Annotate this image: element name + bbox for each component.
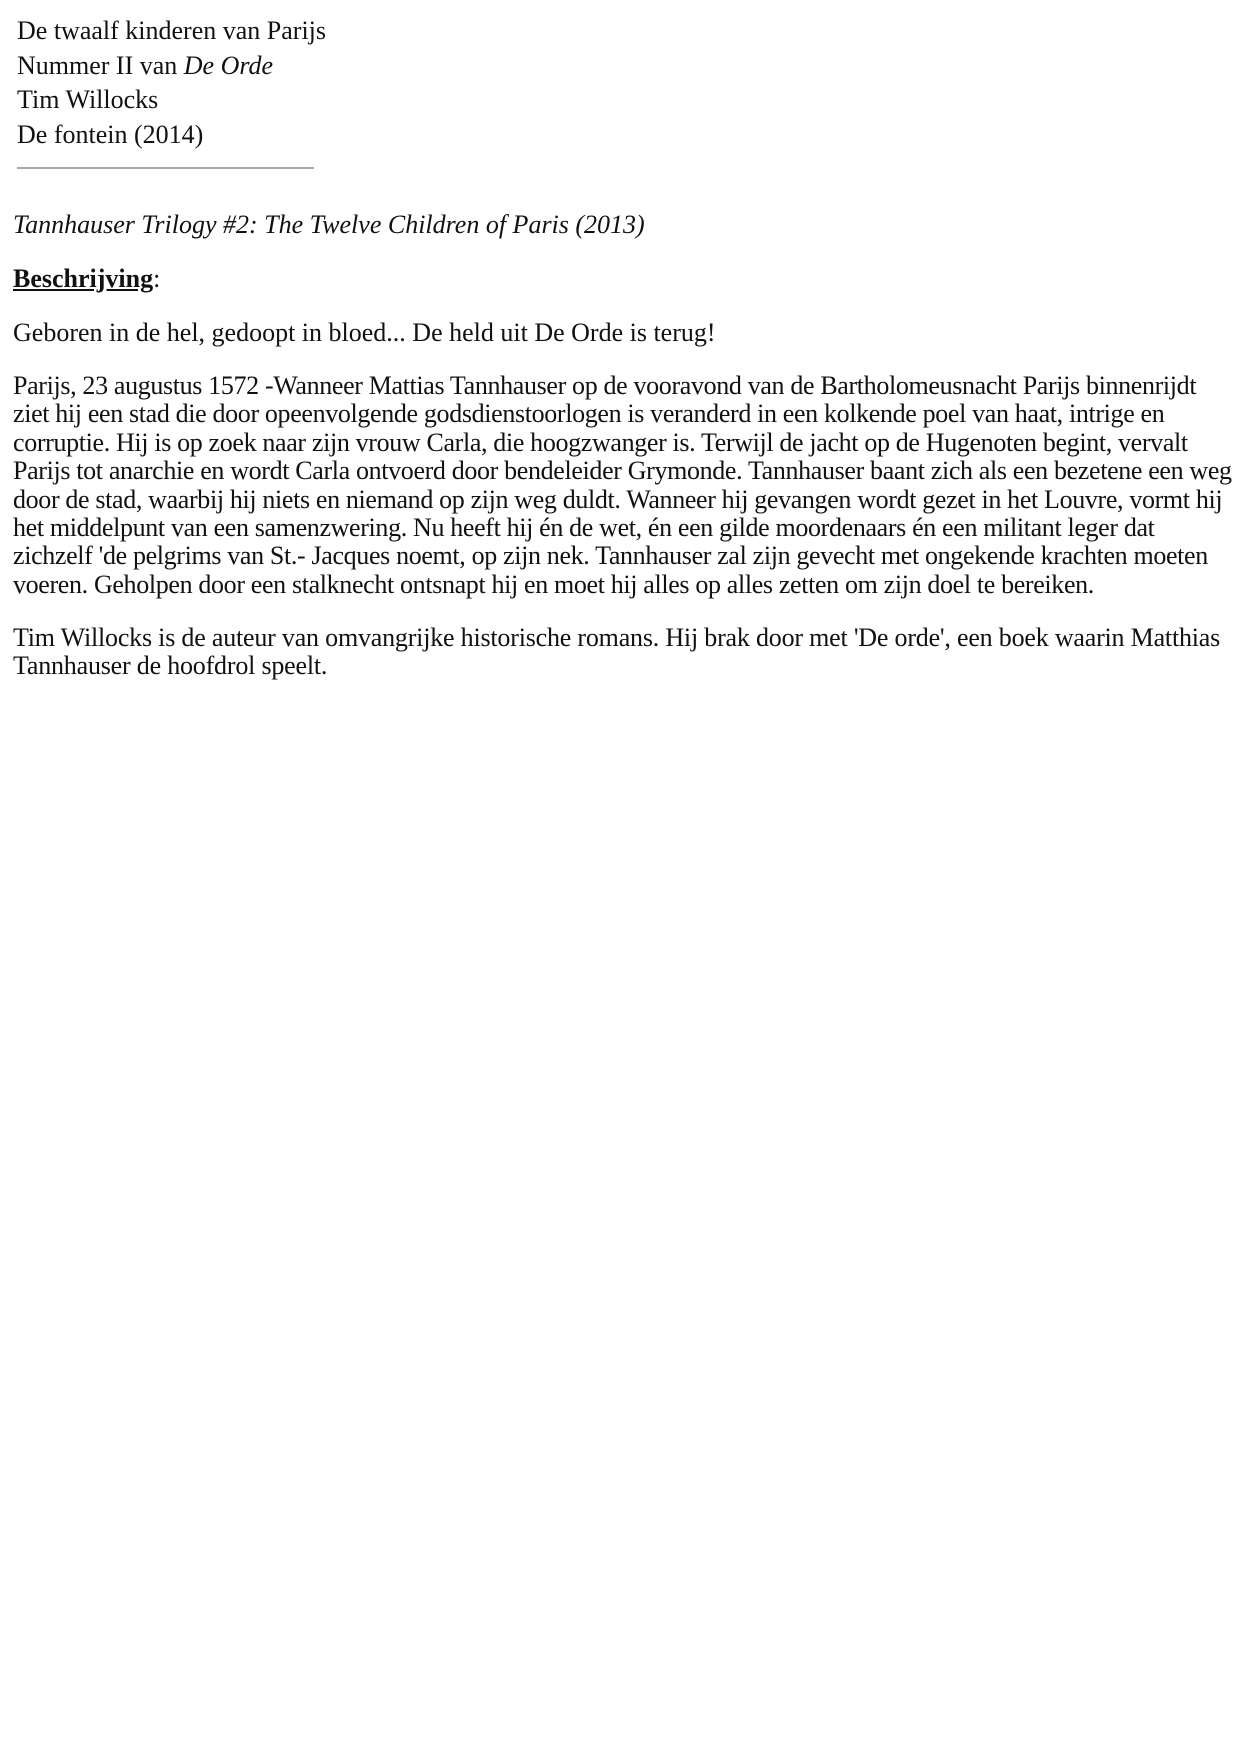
author-bio-line: Tannhauser de hoofdrol speelt. (13, 651, 328, 681)
book-header (17, 14, 326, 152)
author-name: Tim Willocks (17, 85, 159, 114)
header-divider (17, 167, 314, 169)
synopsis-line: het middelpunt van een samenzwering. Nu heeft hij én de wet, én een gilde moordenaars én een militant leger dat (13, 513, 1155, 543)
author-bio-line: Tim Willocks is de auteur van omvangrijke historische romans. Hij brak door met 'De orde', een boek waarin Matthias (13, 623, 1221, 652)
description-heading-colon: : (153, 264, 161, 293)
synopsis-line: zichzelf 'de pelgrims van St.- Jacques noemt, op zijn nek. Tannhauser zal zijn gevecht met ongekende krachten moeten (13, 541, 1208, 571)
synopsis-line: Parijs, 23 augustus 1572 -Wanneer Mattias Tannhauser op de vooravond van de Bartholomeusnacht Parijs binnenrijdt (13, 371, 1197, 400)
series-prefix: Nummer II van (17, 50, 184, 80)
series-line (17, 49, 326, 84)
synopsis-line: corruptie. Hij is op zoek naar zijn vrouw Carla, die hoogzwanger is. Terwijl de jacht op de Hugenoten begint, vervalt (13, 427, 1188, 457)
synopsis-line: ziet hij een stad die door opeenvolgende godsdienstoorlogen is veranderd in een kolkende poel van haat, intrige en (13, 399, 1165, 429)
publisher: De fontein (2014) (17, 119, 204, 149)
description-heading-label: Beschrijving (13, 264, 154, 293)
book-title: De twaalf kinderen van Parijs (17, 16, 327, 45)
original-title: Tannhauser Trilogy #2: The Twelve Children of Paris (2013) (13, 210, 645, 239)
synopsis-paragraph (13, 372, 1235, 599)
synopsis-line: door de stad, waarbij hij niets en niemand op zijn weg duldt. Wanneer hij gevangen wordt gezet in het Louvre, vormt hij (13, 484, 1223, 514)
synopsis-line: Parijs tot anarchie en wordt Carla ontvoerd door bendeleider Grymonde. Tannhauser baant zich als een bezetene een weg (13, 456, 1232, 486)
synopsis-line: voeren. Geholpen door een stalknecht ontsnapt hij en moet hij alles op alles zetten om zijn doel te bereiken. (13, 569, 1094, 599)
description-heading (13, 264, 160, 294)
series-name: De Orde (183, 50, 274, 80)
tagline: Geboren in de hel, gedoopt in bloed... De held uit De Orde is terug! (13, 318, 716, 347)
author-bio-paragraph (13, 624, 1235, 681)
